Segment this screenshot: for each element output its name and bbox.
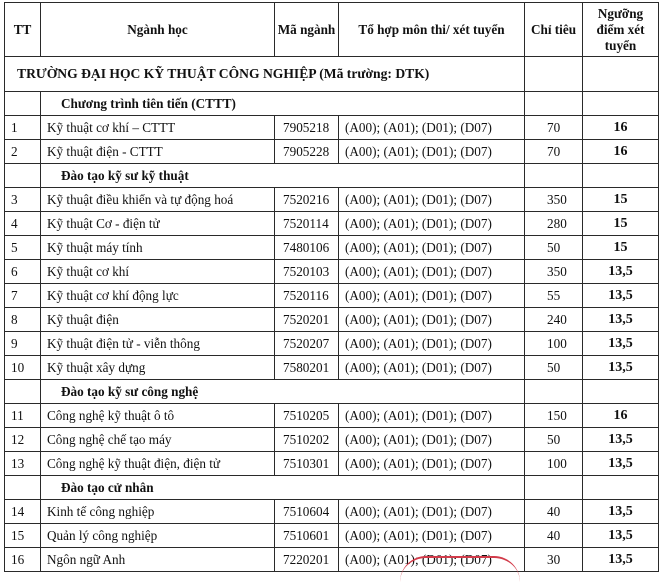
row-quota: 100 bbox=[525, 332, 583, 356]
header-combo: Tổ hợp môn thi/ xét tuyển bbox=[339, 3, 525, 57]
row-subject-combo: (A00); (A01); (D01); (D07) bbox=[339, 332, 525, 356]
row-tt: 12 bbox=[5, 428, 41, 452]
row-quota: 280 bbox=[525, 212, 583, 236]
row-major-code: 7480106 bbox=[275, 236, 339, 260]
row-quota: 50 bbox=[525, 428, 583, 452]
row-quota: 350 bbox=[525, 260, 583, 284]
table-row bbox=[5, 116, 659, 140]
row-threshold-score: 13,5 bbox=[583, 548, 659, 572]
table-row bbox=[5, 428, 659, 452]
row-major-name: Kỹ thuật máy tính bbox=[41, 236, 275, 260]
row-quota: 350 bbox=[525, 188, 583, 212]
row-subject-combo: (A00); (A01); (D01); (D07) bbox=[339, 284, 525, 308]
group-name: Đào tạo kỹ sư công nghệ bbox=[41, 380, 525, 404]
row-subject-combo: (A00); (A01); (D01); (D07) bbox=[339, 356, 525, 380]
row-major-code: 7510604 bbox=[275, 500, 339, 524]
table-body bbox=[5, 57, 659, 572]
group-tt-cell bbox=[5, 164, 41, 188]
row-threshold-score: 13,5 bbox=[583, 356, 659, 380]
group-tt-cell bbox=[5, 92, 41, 116]
group-score-cell bbox=[583, 92, 659, 116]
row-tt: 7 bbox=[5, 284, 41, 308]
group-score-cell bbox=[583, 476, 659, 500]
group-tt-cell bbox=[5, 476, 41, 500]
row-threshold-score: 13,5 bbox=[583, 500, 659, 524]
row-subject-combo: (A00); (A01); (D01); (D07) bbox=[339, 236, 525, 260]
table-row bbox=[5, 524, 659, 548]
row-threshold-score: 16 bbox=[583, 404, 659, 428]
row-major-code: 7510205 bbox=[275, 404, 339, 428]
row-quota: 50 bbox=[525, 356, 583, 380]
school-row bbox=[5, 57, 659, 92]
row-major-name: Kỹ thuật điện tử - viễn thông bbox=[41, 332, 275, 356]
row-subject-combo: (A00); (A01); (D01); (D07) bbox=[339, 260, 525, 284]
row-major-code: 7510202 bbox=[275, 428, 339, 452]
row-tt: 14 bbox=[5, 500, 41, 524]
header-row bbox=[5, 3, 659, 57]
row-quota: 40 bbox=[525, 524, 583, 548]
table-row bbox=[5, 140, 659, 164]
row-major-code: 7510301 bbox=[275, 452, 339, 476]
row-subject-combo: (A00); (A01); (D01); (D07) bbox=[339, 212, 525, 236]
row-major-code: 7905218 bbox=[275, 116, 339, 140]
school-name: TRƯỜNG ĐẠI HỌC KỸ THUẬT CÔNG NGHIỆP (Mã trường: DTK) bbox=[5, 57, 525, 92]
row-major-name: Kinh tế công nghiệp bbox=[41, 500, 275, 524]
row-threshold-score: 13,5 bbox=[583, 332, 659, 356]
row-tt: 15 bbox=[5, 524, 41, 548]
group-name: Đào tạo kỹ sư kỹ thuật bbox=[41, 164, 525, 188]
row-major-name: Công nghệ kỹ thuật điện, điện tử bbox=[41, 452, 275, 476]
row-major-name: Quản lý công nghiệp bbox=[41, 524, 275, 548]
row-major-name: Ngôn ngữ Anh bbox=[41, 548, 275, 572]
row-major-name: Kỹ thuật điện bbox=[41, 308, 275, 332]
row-major-name: Kỹ thuật cơ khí bbox=[41, 260, 275, 284]
row-subject-combo: (A00); (A01); (D01); (D07) bbox=[339, 404, 525, 428]
row-tt: 6 bbox=[5, 260, 41, 284]
row-quota: 40 bbox=[525, 500, 583, 524]
row-subject-combo: (A00); (A01); (D01); (D07) bbox=[339, 548, 525, 572]
row-major-code: 7520207 bbox=[275, 332, 339, 356]
table-row bbox=[5, 356, 659, 380]
row-subject-combo: (A00); (A01); (D01); (D07) bbox=[339, 308, 525, 332]
row-tt: 1 bbox=[5, 116, 41, 140]
group-row bbox=[5, 380, 659, 404]
group-name: Đào tạo cử nhân bbox=[41, 476, 525, 500]
row-threshold-score: 13,5 bbox=[583, 308, 659, 332]
row-major-name: Kỹ thuật xây dựng bbox=[41, 356, 275, 380]
row-major-code: 7520116 bbox=[275, 284, 339, 308]
stamp-edge bbox=[400, 556, 520, 582]
group-quota-cell bbox=[525, 164, 583, 188]
row-subject-combo: (A00); (A01); (D01); (D07) bbox=[339, 500, 525, 524]
table-row bbox=[5, 308, 659, 332]
row-tt: 2 bbox=[5, 140, 41, 164]
table-row bbox=[5, 212, 659, 236]
row-tt: 4 bbox=[5, 212, 41, 236]
row-major-code: 7905228 bbox=[275, 140, 339, 164]
row-major-name: Kỹ thuật cơ khí – CTTT bbox=[41, 116, 275, 140]
row-major-code: 7520114 bbox=[275, 212, 339, 236]
header-quota: Chỉ tiêu bbox=[525, 3, 583, 57]
row-quota: 100 bbox=[525, 452, 583, 476]
group-name: Chương trình tiên tiến (CTTT) bbox=[41, 92, 525, 116]
row-quota: 70 bbox=[525, 140, 583, 164]
row-major-code: 7510601 bbox=[275, 524, 339, 548]
row-subject-combo: (A00); (A01); (D01); (D07) bbox=[339, 524, 525, 548]
row-subject-combo: (A00); (A01); (D01); (D07) bbox=[339, 188, 525, 212]
row-major-code: 7520103 bbox=[275, 260, 339, 284]
row-threshold-score: 13,5 bbox=[583, 428, 659, 452]
row-quota: 55 bbox=[525, 284, 583, 308]
row-tt: 5 bbox=[5, 236, 41, 260]
group-quota-cell bbox=[525, 380, 583, 404]
row-threshold-score: 13,5 bbox=[583, 284, 659, 308]
header-code: Mã ngành bbox=[275, 3, 339, 57]
row-major-name: Công nghệ kỹ thuật ô tô bbox=[41, 404, 275, 428]
row-major-name: Kỹ thuật cơ khí động lực bbox=[41, 284, 275, 308]
row-threshold-score: 13,5 bbox=[583, 260, 659, 284]
table-row bbox=[5, 236, 659, 260]
group-row bbox=[5, 92, 659, 116]
school-quota-cell bbox=[525, 57, 583, 92]
table-row bbox=[5, 452, 659, 476]
row-tt: 13 bbox=[5, 452, 41, 476]
group-score-cell bbox=[583, 380, 659, 404]
group-tt-cell bbox=[5, 380, 41, 404]
group-score-cell bbox=[583, 164, 659, 188]
row-major-name: Công nghệ chế tạo máy bbox=[41, 428, 275, 452]
row-subject-combo: (A00); (A01); (D01); (D07) bbox=[339, 140, 525, 164]
row-major-code: 7580201 bbox=[275, 356, 339, 380]
row-tt: 9 bbox=[5, 332, 41, 356]
row-quota: 30 bbox=[525, 548, 583, 572]
school-score-cell bbox=[583, 57, 659, 92]
table-row bbox=[5, 188, 659, 212]
row-subject-combo: (A00); (A01); (D01); (D07) bbox=[339, 428, 525, 452]
row-quota: 150 bbox=[525, 404, 583, 428]
row-threshold-score: 15 bbox=[583, 188, 659, 212]
row-major-name: Kỹ thuật điện - CTTT bbox=[41, 140, 275, 164]
table-row bbox=[5, 284, 659, 308]
row-major-name: Kỹ thuật Cơ - điện tử bbox=[41, 212, 275, 236]
row-quota: 70 bbox=[525, 116, 583, 140]
row-threshold-score: 16 bbox=[583, 140, 659, 164]
row-quota: 50 bbox=[525, 236, 583, 260]
row-threshold-score: 13,5 bbox=[583, 452, 659, 476]
row-major-name: Kỹ thuật điều khiển và tự động hoá bbox=[41, 188, 275, 212]
row-subject-combo: (A00); (A01); (D01); (D07) bbox=[339, 452, 525, 476]
table-row bbox=[5, 548, 659, 572]
table-row bbox=[5, 332, 659, 356]
row-tt: 3 bbox=[5, 188, 41, 212]
row-major-code: 7520216 bbox=[275, 188, 339, 212]
row-tt: 8 bbox=[5, 308, 41, 332]
group-quota-cell bbox=[525, 476, 583, 500]
row-tt: 11 bbox=[5, 404, 41, 428]
group-row bbox=[5, 476, 659, 500]
table-row bbox=[5, 260, 659, 284]
row-threshold-score: 15 bbox=[583, 236, 659, 260]
row-subject-combo: (A00); (A01); (D01); (D07) bbox=[339, 116, 525, 140]
table-row bbox=[5, 500, 659, 524]
header-major: Ngành học bbox=[41, 3, 275, 57]
group-quota-cell bbox=[525, 92, 583, 116]
header-threshold: Ngưỡng điểm xét tuyển bbox=[583, 3, 659, 57]
row-threshold-score: 15 bbox=[583, 212, 659, 236]
row-major-code: 7520201 bbox=[275, 308, 339, 332]
row-tt: 10 bbox=[5, 356, 41, 380]
group-row bbox=[5, 164, 659, 188]
row-threshold-score: 13,5 bbox=[583, 524, 659, 548]
row-tt: 16 bbox=[5, 548, 41, 572]
row-major-code: 7220201 bbox=[275, 548, 339, 572]
row-quota: 240 bbox=[525, 308, 583, 332]
table-row bbox=[5, 404, 659, 428]
admissions-table bbox=[4, 2, 659, 572]
header-tt: TT bbox=[5, 3, 41, 57]
row-threshold-score: 16 bbox=[583, 116, 659, 140]
